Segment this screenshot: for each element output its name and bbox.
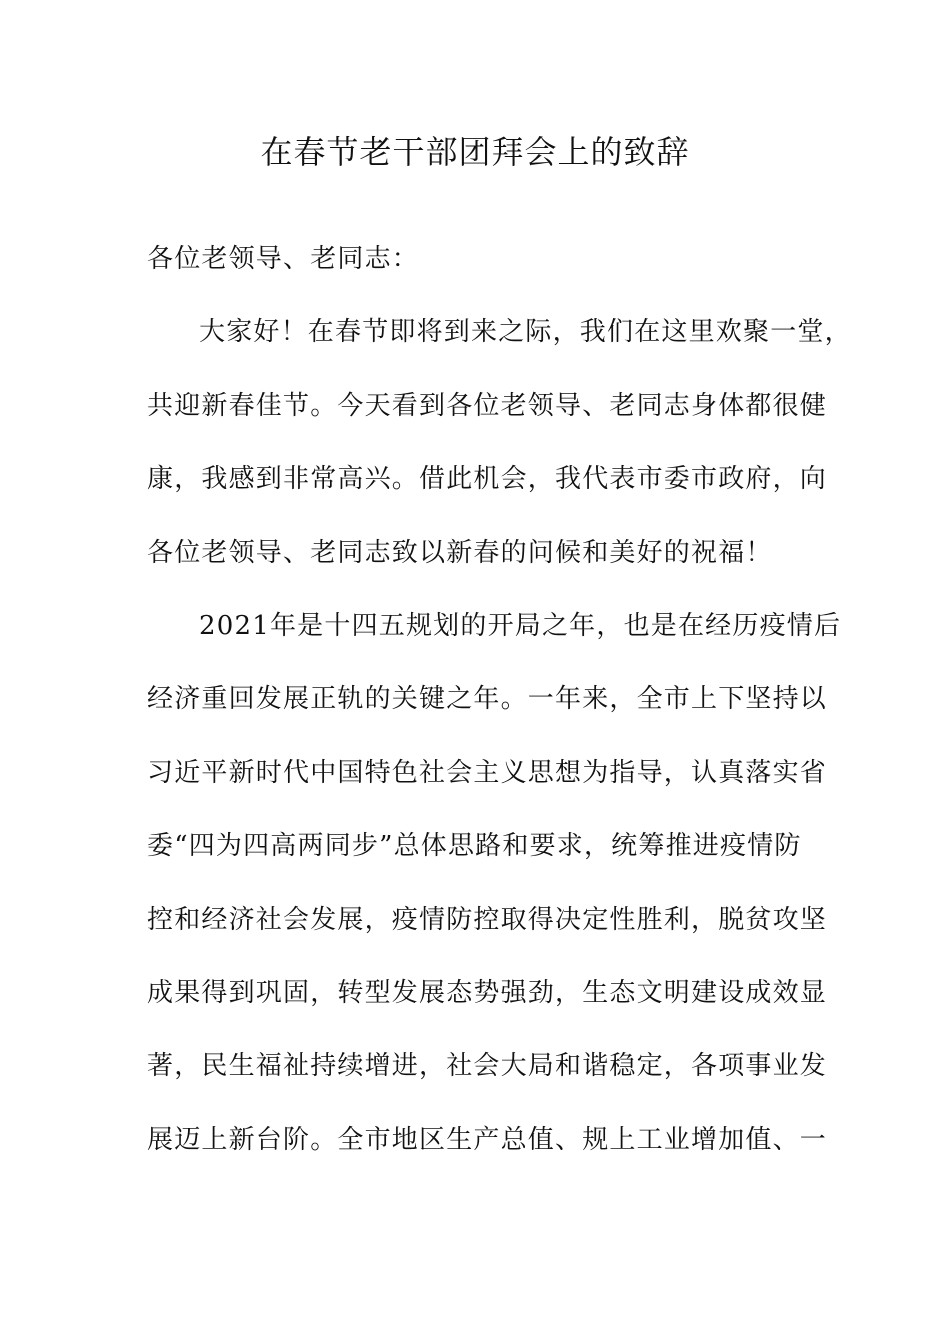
paragraph-line: 委“四为四高两同步”总体思路和要求，统筹推进疫情防: [147, 831, 802, 862]
paragraph-line: 控和经济社会发展，疫情防控取得决定性胜利，脱贫攻坚: [147, 904, 828, 935]
paragraph-line: 著，民生福祉持续增进，社会大局和谐稳定，各项事业发: [147, 1051, 828, 1082]
paragraph-line: 各位老领导、老同志致以新春的问候和美好的祝福！: [147, 537, 773, 568]
document-title: 在春节老干部团拜会上的致辞: [260, 133, 690, 171]
paragraph-line: 共迎新春佳节。今天看到各位老领导、老同志身体都很健: [147, 390, 828, 421]
paragraph-line: 大家好！在春节即将到来之际，我们在这里欢聚一堂，: [199, 317, 852, 348]
paragraph-line: 成果得到巩固，转型发展态势强劲，生态文明建设成效显: [147, 977, 828, 1008]
paragraph-line: 展迈上新台阶。全市地区生产总值、规上工业增加值、一: [147, 1124, 828, 1155]
salutation-line: 各位老领导、老同志：: [147, 244, 420, 274]
paragraph-line: 2021年是十四五规划的开局之年，也是在经历疫情后: [199, 610, 842, 641]
paragraph-line: 康，我感到非常高兴。借此机会，我代表市委市政府，向: [147, 464, 828, 495]
document-body: [147, 223, 852, 1177]
paragraph-line: 习近平新时代中国特色社会主义思想为指导，认真落实省: [147, 757, 828, 788]
paragraph-line: 经济重回发展正轨的关键之年。一年来，全市上下坚持以: [147, 684, 828, 715]
